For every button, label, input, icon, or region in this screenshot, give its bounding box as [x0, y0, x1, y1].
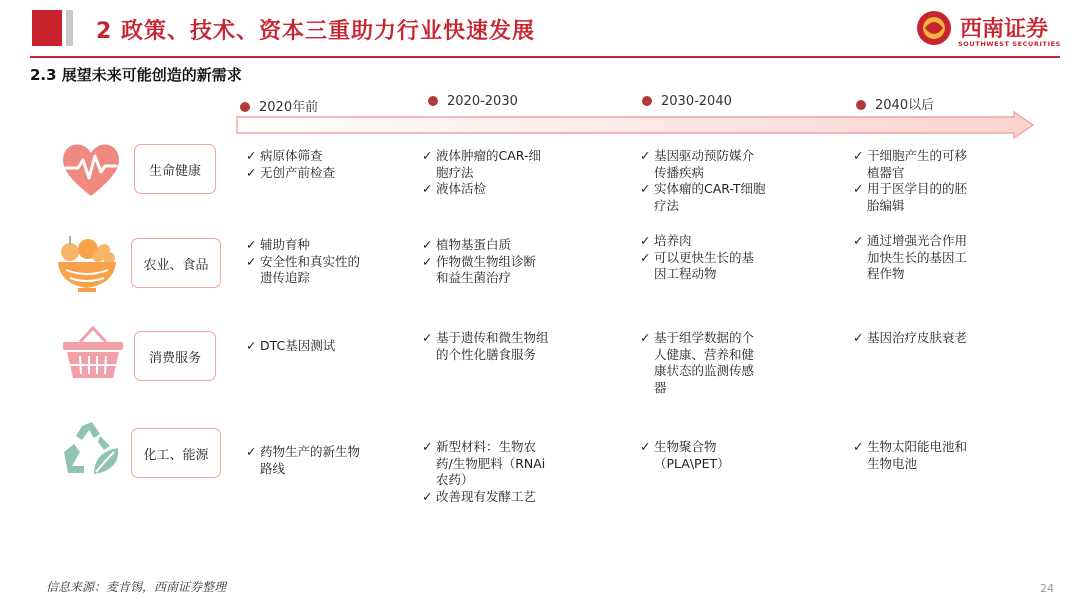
item-text: 实体瘤的CAR-T细胞疗法	[654, 181, 766, 213]
list-item	[853, 148, 979, 181]
trend-cell	[853, 233, 979, 283]
shopping-basket-icon	[60, 324, 126, 386]
list-item	[422, 181, 550, 198]
list-item	[640, 330, 766, 396]
period-text: 2020年前	[259, 100, 319, 115]
list-item	[640, 233, 766, 250]
check-icon: ✓	[246, 253, 257, 269]
list-item	[422, 330, 550, 363]
item-text: 用于医学目的的胚胎编辑	[867, 181, 968, 213]
list-item	[640, 181, 766, 214]
check-icon: ✓	[422, 330, 433, 345]
title-accent-bar-gray	[66, 10, 73, 46]
list-item	[422, 254, 548, 287]
check-icon: ✓	[853, 330, 864, 345]
list-item	[422, 489, 550, 506]
trend-cell	[640, 439, 766, 472]
period-text: 2030-2040	[661, 94, 732, 109]
timeline-dot-icon	[856, 100, 866, 110]
list-item	[422, 237, 548, 254]
page-title: 2 政策、技术、资本三重助力行业快速发展	[96, 19, 535, 44]
check-icon: ✓	[640, 439, 651, 454]
check-icon: ✓	[246, 164, 257, 180]
page-number: 24	[1040, 582, 1054, 595]
category-label: 化工、能源	[131, 428, 221, 478]
check-icon: ✓	[640, 181, 651, 196]
category-label: 农业、食品	[131, 238, 221, 288]
list-item	[422, 439, 550, 489]
item-text: 液体活检	[436, 181, 487, 196]
check-icon: ✓	[640, 330, 651, 345]
check-icon: ✓	[422, 148, 433, 163]
list-item	[246, 338, 396, 355]
trend-cell	[422, 237, 548, 287]
category-label: 消费服务	[134, 331, 216, 381]
check-icon: ✓	[640, 148, 651, 163]
timeline-arrow-icon	[236, 111, 1036, 139]
item-text: 辅助育种	[260, 237, 311, 252]
list-item	[422, 148, 550, 181]
recycle-leaf-icon	[58, 418, 124, 480]
item-text: 基因治疗皮肤衰老	[867, 330, 968, 345]
check-icon: ✓	[640, 233, 651, 248]
period-label	[642, 94, 732, 109]
item-text: 病原体筛查	[260, 148, 323, 163]
category-label: 生命健康	[134, 144, 216, 194]
logo-subtitle: SOUTHWEST SECURITIES	[958, 40, 1061, 48]
trend-cell	[640, 330, 766, 396]
timeline-dot-icon	[642, 96, 652, 106]
list-item	[853, 439, 979, 472]
trend-cell	[246, 338, 396, 355]
item-text: 基于遗传和微生物组的个性化膳食服务	[436, 330, 549, 362]
item-text: 培养肉	[654, 233, 692, 248]
trend-cell	[246, 148, 396, 181]
check-icon: ✓	[422, 253, 433, 269]
item-text: 通过增强光合作用加快生长的基因工程作物	[867, 233, 968, 281]
trend-cell	[422, 148, 550, 198]
source-note: 信息来源：麦肯锡，西南证券整理	[46, 580, 227, 594]
check-icon: ✓	[246, 338, 257, 353]
trend-cell	[640, 148, 766, 214]
list-item	[246, 148, 396, 165]
check-icon: ✓	[853, 439, 864, 454]
list-item	[246, 237, 372, 254]
item-text: 作物微生物组诊断和益生菌治疗	[436, 253, 537, 285]
fruit-basket-icon	[54, 232, 120, 294]
check-icon: ✓	[422, 439, 433, 454]
trend-cell	[422, 439, 550, 505]
check-icon: ✓	[853, 148, 864, 163]
item-text: 新型材料：生物农药/生物肥料（RNAi农药）	[436, 439, 546, 487]
trend-cell	[640, 233, 766, 283]
item-text: 基于组学数据的个人健康、营养和健康状态的监测传感器	[654, 330, 755, 395]
check-icon: ✓	[246, 148, 257, 163]
item-text: 无创产前检查	[260, 164, 336, 180]
trend-cell	[853, 330, 1013, 347]
trend-cell	[246, 444, 372, 477]
item-text: 安全性和真实性的遗传追踪	[260, 253, 361, 285]
period-label	[428, 94, 518, 109]
list-item	[853, 233, 979, 283]
period-text: 2040以后	[875, 98, 935, 113]
item-text: 生物聚合物（PLA\PET）	[654, 439, 730, 471]
period-text: 2020-2030	[447, 94, 518, 109]
item-text: 植物基蛋白质	[436, 237, 512, 252]
item-text: DTC基因测试	[260, 338, 336, 353]
list-item	[246, 254, 372, 287]
trend-cell	[853, 148, 979, 214]
header-divider	[30, 56, 1060, 58]
check-icon: ✓	[422, 237, 433, 252]
title-accent-bar	[32, 10, 62, 46]
check-icon: ✓	[422, 488, 433, 504]
item-text: 基因驱动预防媒介传播疾病	[654, 148, 755, 180]
item-text: 可以更快生长的基因工程动物	[654, 249, 755, 281]
logo-name: 西南证券	[960, 16, 1049, 42]
trend-cell	[422, 330, 550, 363]
list-item	[853, 330, 1013, 347]
item-text: 药物生产的新生物路线	[260, 444, 361, 476]
list-item	[640, 250, 766, 283]
section-title: 2.3 展望未来可能创造的新需求	[30, 66, 242, 84]
item-text: 液体肿瘤的CAR-细胞疗法	[436, 148, 541, 180]
check-icon: ✓	[246, 237, 257, 252]
item-text: 改善现有发酵工艺	[436, 488, 537, 504]
heart-pulse-icon	[58, 138, 124, 200]
check-icon: ✓	[853, 181, 864, 196]
list-item	[640, 148, 766, 181]
list-item	[246, 165, 396, 182]
list-item	[246, 444, 372, 477]
trend-cell	[853, 439, 979, 472]
item-text: 生物太阳能电池和生物电池	[867, 439, 968, 471]
check-icon: ✓	[853, 233, 864, 248]
check-icon: ✓	[246, 444, 257, 459]
item-text: 干细胞产生的可移植器官	[867, 148, 968, 180]
timeline-dot-icon	[428, 96, 438, 106]
check-icon: ✓	[422, 181, 433, 196]
check-icon: ✓	[640, 249, 651, 265]
list-item	[853, 181, 979, 214]
trend-cell	[246, 237, 372, 287]
list-item	[640, 439, 766, 472]
